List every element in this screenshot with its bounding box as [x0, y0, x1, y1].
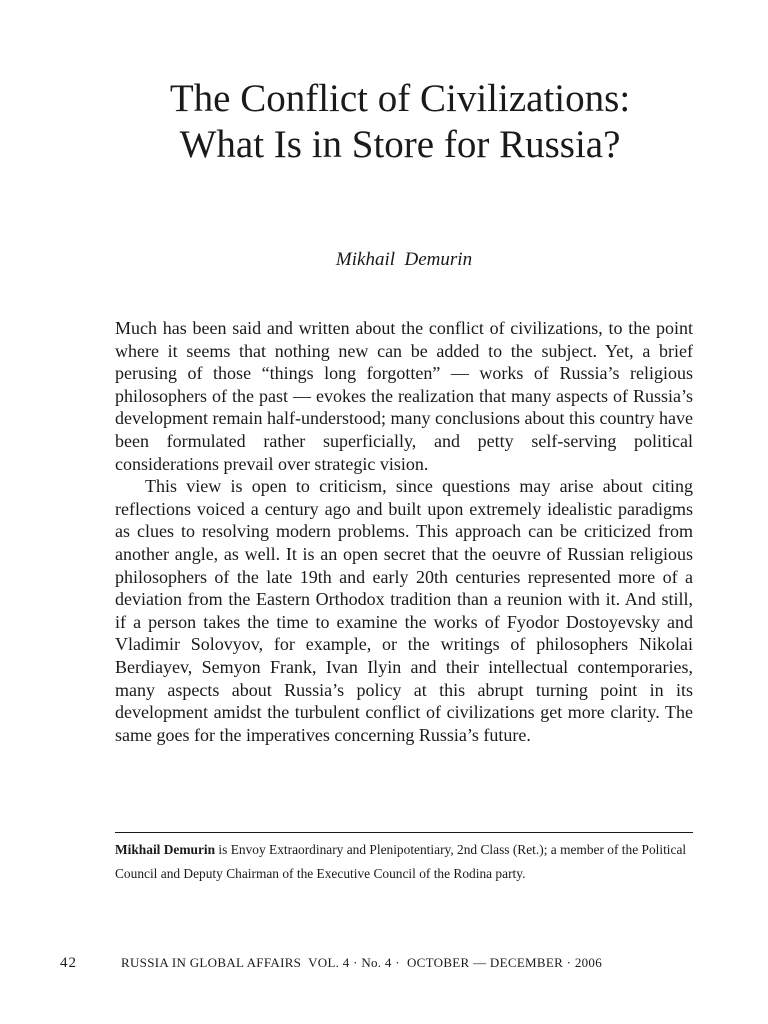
page-footer [0, 953, 768, 973]
footnote-author-name: Mikhail Demurin [115, 842, 216, 857]
journal-running-head: RUSSIA IN GLOBAL AFFAIRS VOL. 4 · No. 4 · OCTOBER — DECEMBER · 2006 [121, 955, 603, 970]
article-body [115, 317, 693, 746]
footnote-divider [115, 832, 693, 833]
author-footnote [115, 838, 693, 886]
title-line-1: The Conflict of Civilizations: [169, 77, 631, 120]
page-number: 42 [60, 955, 77, 971]
footnote-author-bio: is Envoy Extraordinary and Plenipotentiary, 2nd Class (Ret.); a member of the Political Council and Deputy Chairman of the Executive Council of the Rodina party. [115, 842, 687, 881]
article-title [0, 76, 768, 168]
author-byline: Mikhail Demurin [335, 249, 473, 270]
body-paragraph-2: This view is open to criticism, since questions may arise about citing reflections voiced a century ago and built upon extremely idealistic paradigms as clues to resolving modern problems. This approach can be criticized from another angle, as well. It is an open secret that the oeuvre of Russian religious philosophers of the late 19th and early 20th centuries represented more of a deviation from the Eastern Orthodox tradition than a reunion with it. And still, if a person takes the time to examine the works of Fyodor Dostoyevsky and Vladimir Solovyov, for example, or the writings of philosophers Nikolai Berdiayev, Semyon Frank, Ivan Ilyin and their intellectual contemporaries, many aspects about Russia’s policy at this abrupt turning point in its development amidst the turbulent conflict of civilizations get more clarity. The same goes for the imperatives concerning Russia’s future. [115, 476, 693, 745]
title-line-2: What Is in Store for Russia? [179, 123, 621, 166]
body-paragraph-1: Much has been said and written about the conflict of civilizations, to the point where it seems that nothing new can be added to the subject. Yet, a brief perusing of those “things long forgotten” — works of Russia’s religious philosophers of the past — evokes the realization that many aspects of Russia’s development remain half-understood; many conclusions about this country have been formulated rather superficially, and petty self-serving political considerations prevail over strategic vision. [115, 318, 693, 474]
